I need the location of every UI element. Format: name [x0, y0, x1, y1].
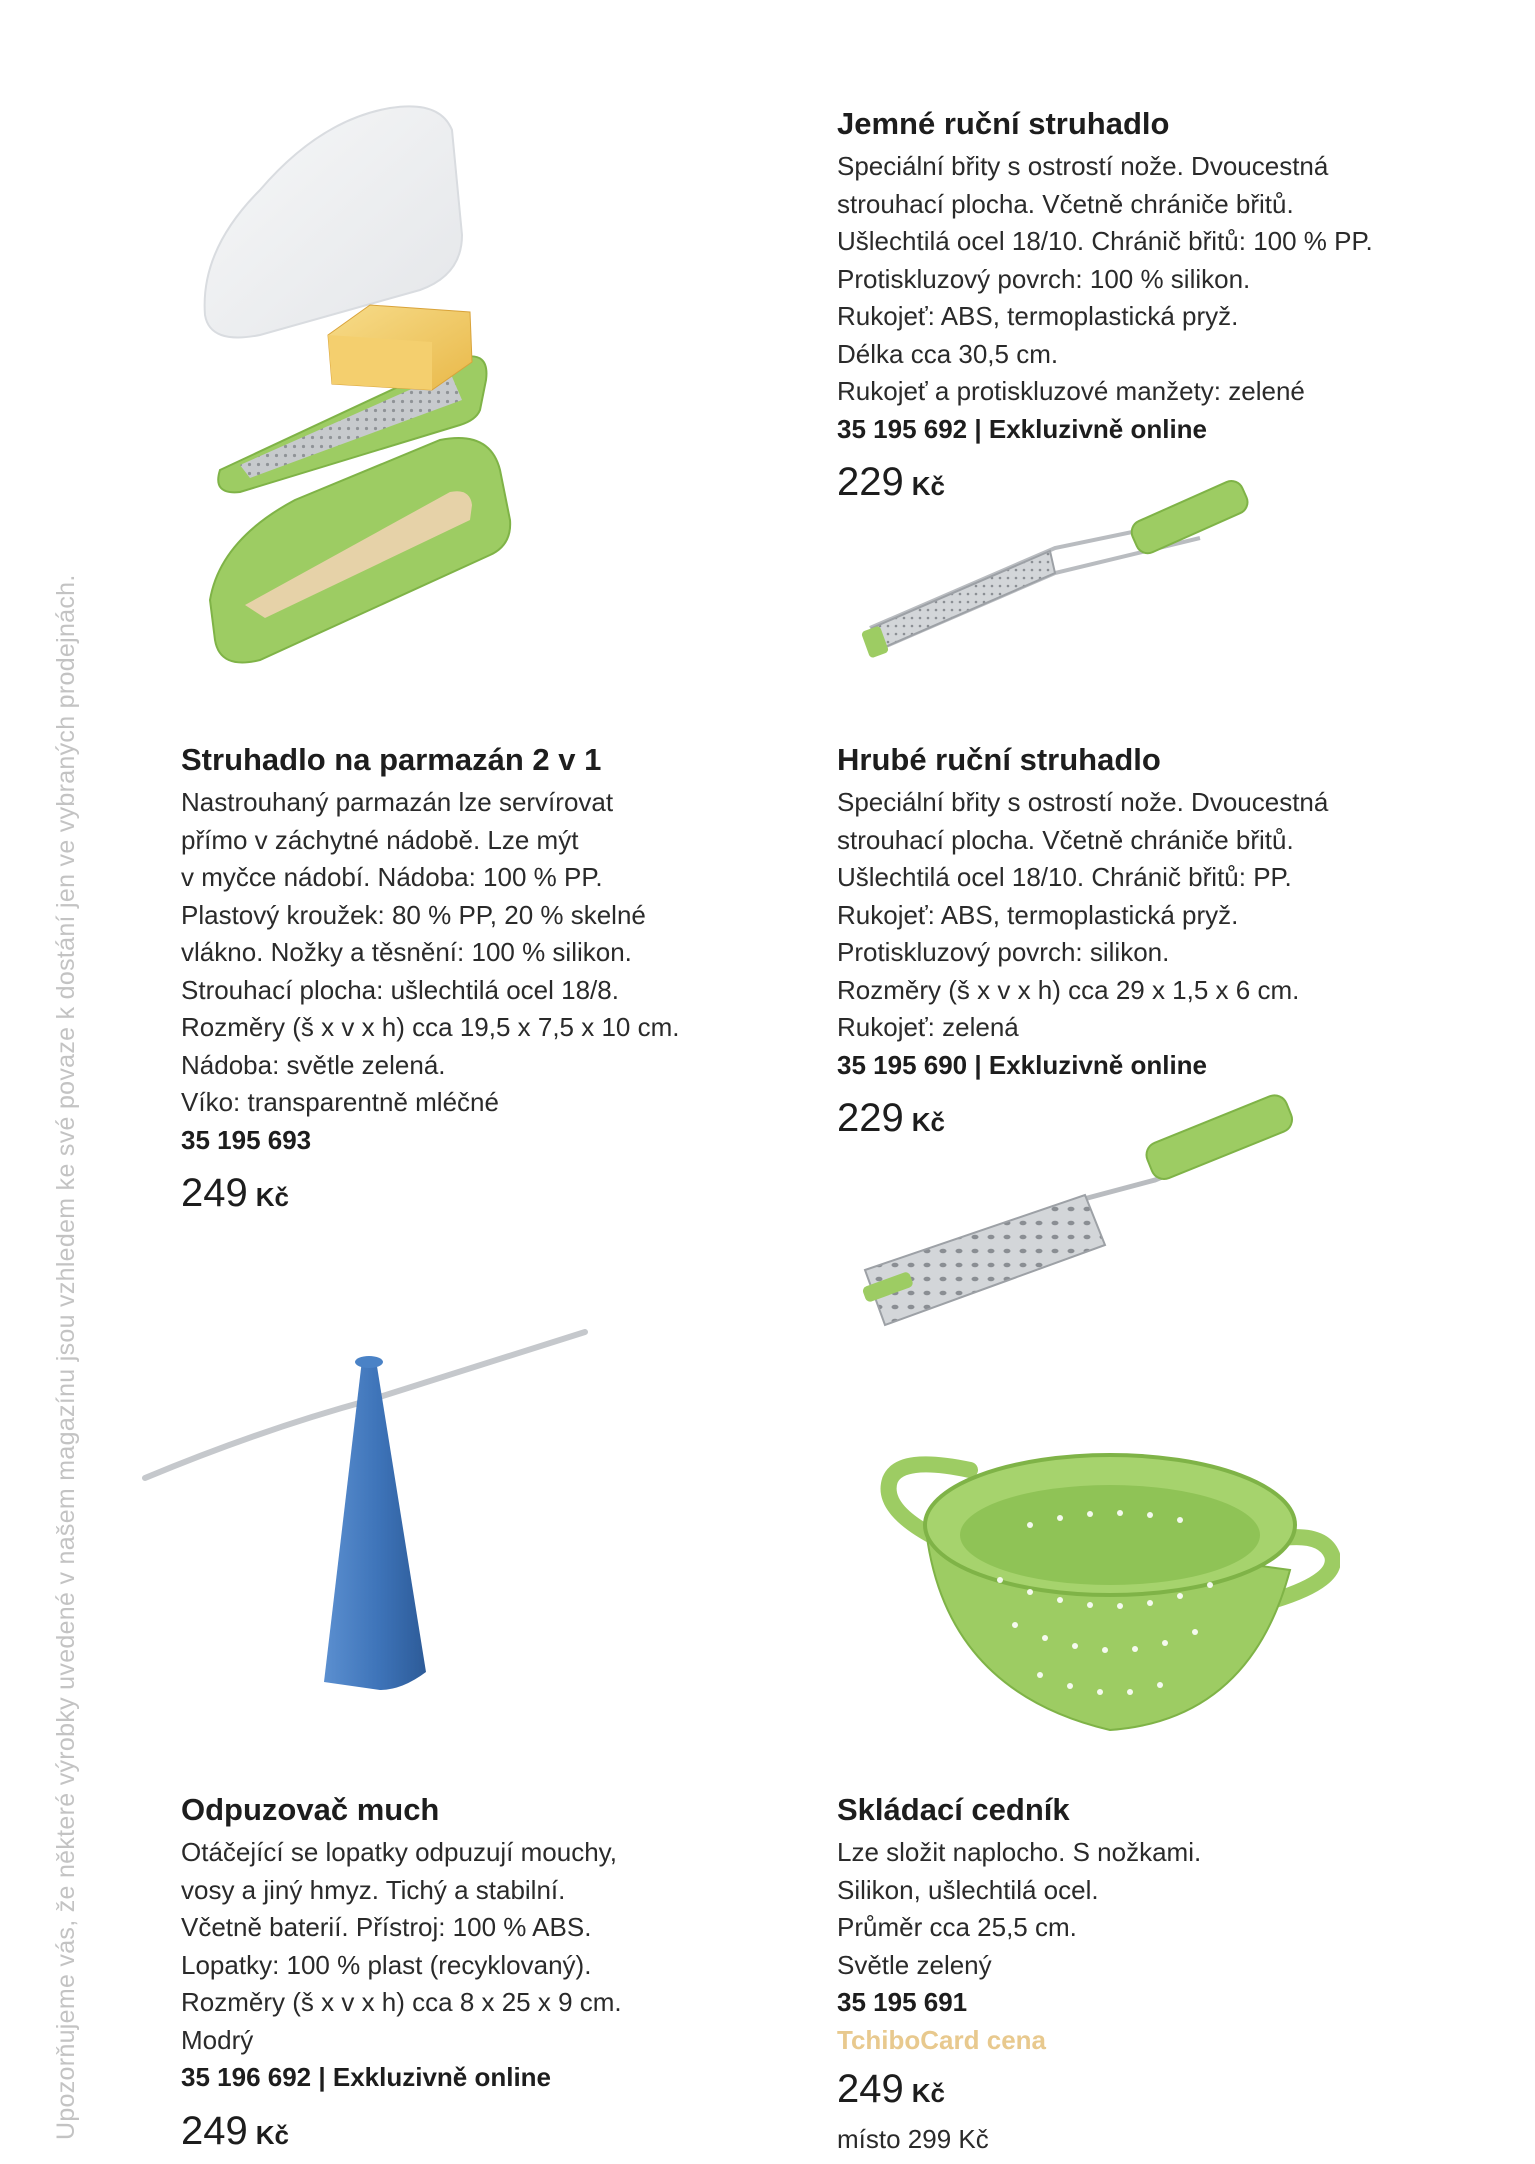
original-price: místo 299 Kč	[837, 2124, 989, 2154]
parmesan-grater-image	[200, 100, 540, 690]
price-amount: 229	[837, 1096, 904, 1140]
product-title: Struhadlo na parmazán 2 v 1	[181, 742, 602, 777]
description-line: Rozměry (š x v x h) cca 29 x 1,5 x 6 cm.	[837, 974, 1300, 1005]
price-currency: Kč	[255, 2119, 289, 2150]
product-title: Hrubé ruční struhadlo	[837, 742, 1161, 777]
description-line: Světle zelený	[837, 1949, 992, 1980]
price-amount: 249	[837, 2067, 904, 2111]
availability-side-note: Upozorňujeme vás, že některé výrobky uvedené v našem magazínu jsou vzhledem ke své povaze k dostání jen ve vybraných prodejnách.	[52, 574, 80, 2140]
description-line: Silikon, ušlechtilá ocel.	[837, 1874, 1099, 1905]
description-line: Rukojeť a protiskluzové manžety: zelené	[837, 376, 1305, 406]
product-sku: 35 195 690 | Exkluzivně online	[837, 1049, 1208, 1080]
price-amount: 249	[181, 1171, 248, 1215]
description-line: Protiskluzový povrch: 100 % silikon.	[837, 263, 1251, 294]
description-line: Plastový kroužek: 80 % PP, 20 % skelné	[181, 899, 646, 930]
description-line: Rukojeť: zelená	[837, 1012, 1019, 1042]
product-price	[837, 2065, 1417, 2122]
price-amount: 229	[837, 460, 904, 504]
description-line: Nastrouhaný parmazán lze servírovat	[181, 787, 614, 817]
product-price	[181, 1169, 761, 1226]
description-line: Ušlechtilá ocel 18/10. Chránič břitů: PP.	[837, 862, 1292, 892]
description-line: Protiskluzový povrch: silikon.	[837, 937, 1170, 967]
product-sku: 35 195 692 | Exkluzivně online	[837, 413, 1208, 444]
product-title: Skládací cedník	[837, 1792, 1070, 1827]
description-line: strouhací plocha. Včetně chrániče břitů.	[837, 824, 1294, 855]
price-currency: Kč	[911, 2078, 945, 2108]
product-price	[181, 2107, 761, 2164]
price-currency: Kč	[911, 1107, 945, 1137]
product-title: Odpuzovač much	[181, 1792, 440, 1827]
product-sku: 35 195 693	[181, 1124, 312, 1155]
price-amount: 249	[181, 2108, 248, 2153]
product-fine-grater	[837, 104, 1417, 515]
description-line: Víko: transparentně mléčné	[181, 1087, 499, 1117]
description-line: Rozměry (š x v x h) cca 8 x 25 x 9 cm.	[181, 1987, 622, 2017]
description-line: přímo v záchytné nádobě. Lze mýt	[181, 824, 579, 855]
description-line: Lze složit naplocho. S nožkami.	[837, 1837, 1202, 1867]
description-line: Modrý	[181, 2024, 254, 2055]
description-line: Nádoba: světle zelená.	[181, 1049, 446, 1080]
description-line: Speciální břity s ostrostí nože. Dvoucestná	[837, 787, 1329, 817]
product-sku: 35 195 691	[837, 1987, 968, 2017]
fine-grater-image	[860, 478, 1300, 678]
description-line: Otáčející se lopatky odpuzují mouchy,	[181, 1837, 617, 1867]
description-line: Rozměry (š x v x h) cca 19,5 x 7,5 x 10 cm.	[181, 1012, 680, 1042]
fly-repeller-image	[140, 1310, 600, 1700]
description-line: Délka cca 30,5 cm.	[837, 338, 1059, 369]
product-parmesan-grater	[181, 740, 761, 1226]
description-line: Rukojeť: ABS, termoplastická pryž.	[837, 301, 1239, 331]
product-sku: 35 196 692 | Exkluzivně online	[181, 2062, 552, 2092]
description-line: Lopatky: 100 % plast (recyklovaný).	[181, 1949, 592, 1980]
description-line: vosy a jiný hmyz. Tichý a stabilní.	[181, 1874, 566, 1905]
product-fly-repeller	[181, 1790, 761, 2164]
product-collapsible-colander	[837, 1790, 1417, 2156]
description-line: Speciální břity s ostrostí nože. Dvoucestná	[837, 151, 1329, 181]
product-title: Jemné ruční struhadlo	[837, 106, 1170, 141]
description-line: strouhací plocha. Včetně chrániče břitů.	[837, 188, 1294, 219]
description-line: vlákno. Nožky a těsnění: 100 % silikon.	[181, 937, 632, 967]
colander-image	[880, 1430, 1340, 1750]
price-currency: Kč	[255, 1182, 289, 1212]
coarse-grater-image	[855, 1090, 1335, 1340]
description-line: Strouhací plocha: ušlechtilá ocel 18/8.	[181, 974, 619, 1005]
description-line: Ušlechtilá ocel 18/10. Chránič břitů: 100 % PP.	[837, 226, 1373, 256]
description-line: v myčce nádobí. Nádoba: 100 % PP.	[181, 862, 603, 892]
tchibocard-price-label: TchiboCard cena	[837, 2024, 1047, 2055]
description-line: Průměr cca 25,5 cm.	[837, 1912, 1077, 1942]
description-line: Rukojeť: ABS, termoplastická pryž.	[837, 899, 1239, 930]
price-currency: Kč	[911, 471, 945, 501]
description-line: Včetně baterií. Přístroj: 100 % ABS.	[181, 1912, 592, 1942]
